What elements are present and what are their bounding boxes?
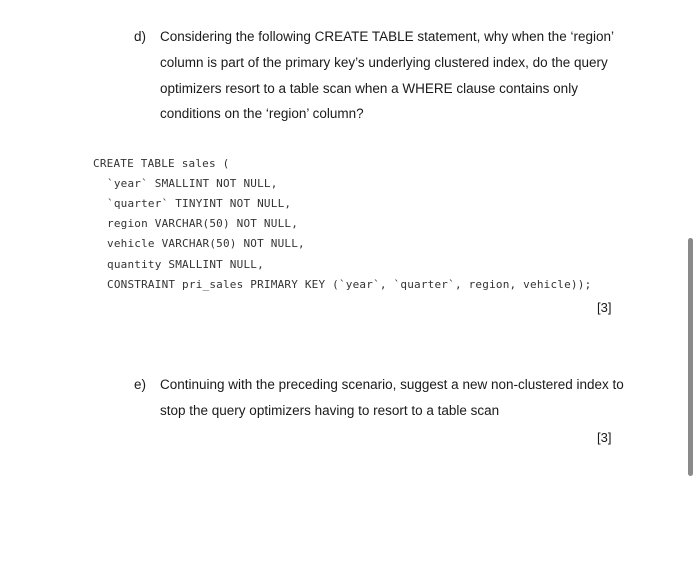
question-e-line-1: Continuing with the preceding scenario, suggest a new non-clustered index to xyxy=(160,377,624,392)
question-e-line-2: stop the query optimizers having to resort to a table scan xyxy=(160,403,500,418)
code-line-5: vehicle VARCHAR(50) NOT NULL, xyxy=(107,237,305,250)
code-line-4: region VARCHAR(50) NOT NULL, xyxy=(107,217,299,230)
question-d-marks: [3] xyxy=(597,300,612,315)
question-d-line-2: column is part of the primary key’s underlying clustered index, do the query xyxy=(160,55,608,70)
vertical-scrollbar[interactable] xyxy=(688,238,693,476)
question-e-label: e) xyxy=(134,377,147,392)
question-d-label: d) xyxy=(134,29,147,44)
code-line-2: `year` SMALLINT NOT NULL, xyxy=(107,177,278,190)
question-e-marks: [3] xyxy=(597,430,612,445)
question-d-line-3: optimizers resort to a table scan when a WHERE clause contains only xyxy=(160,81,578,96)
code-line-3: `quarter` TINYINT NOT NULL, xyxy=(107,197,292,210)
code-line-6: quantity SMALLINT NULL, xyxy=(107,258,264,271)
question-d-line-4: conditions on the ‘region’ column? xyxy=(160,106,364,121)
code-line-1: CREATE TABLE sales ( xyxy=(93,157,230,170)
question-d-line-1: Considering the following CREATE TABLE statement, why when the ‘region’ xyxy=(160,29,614,44)
code-line-7: CONSTRAINT pri_sales PRIMARY KEY (`year`, `quarter`, region, vehicle)); xyxy=(107,278,592,291)
